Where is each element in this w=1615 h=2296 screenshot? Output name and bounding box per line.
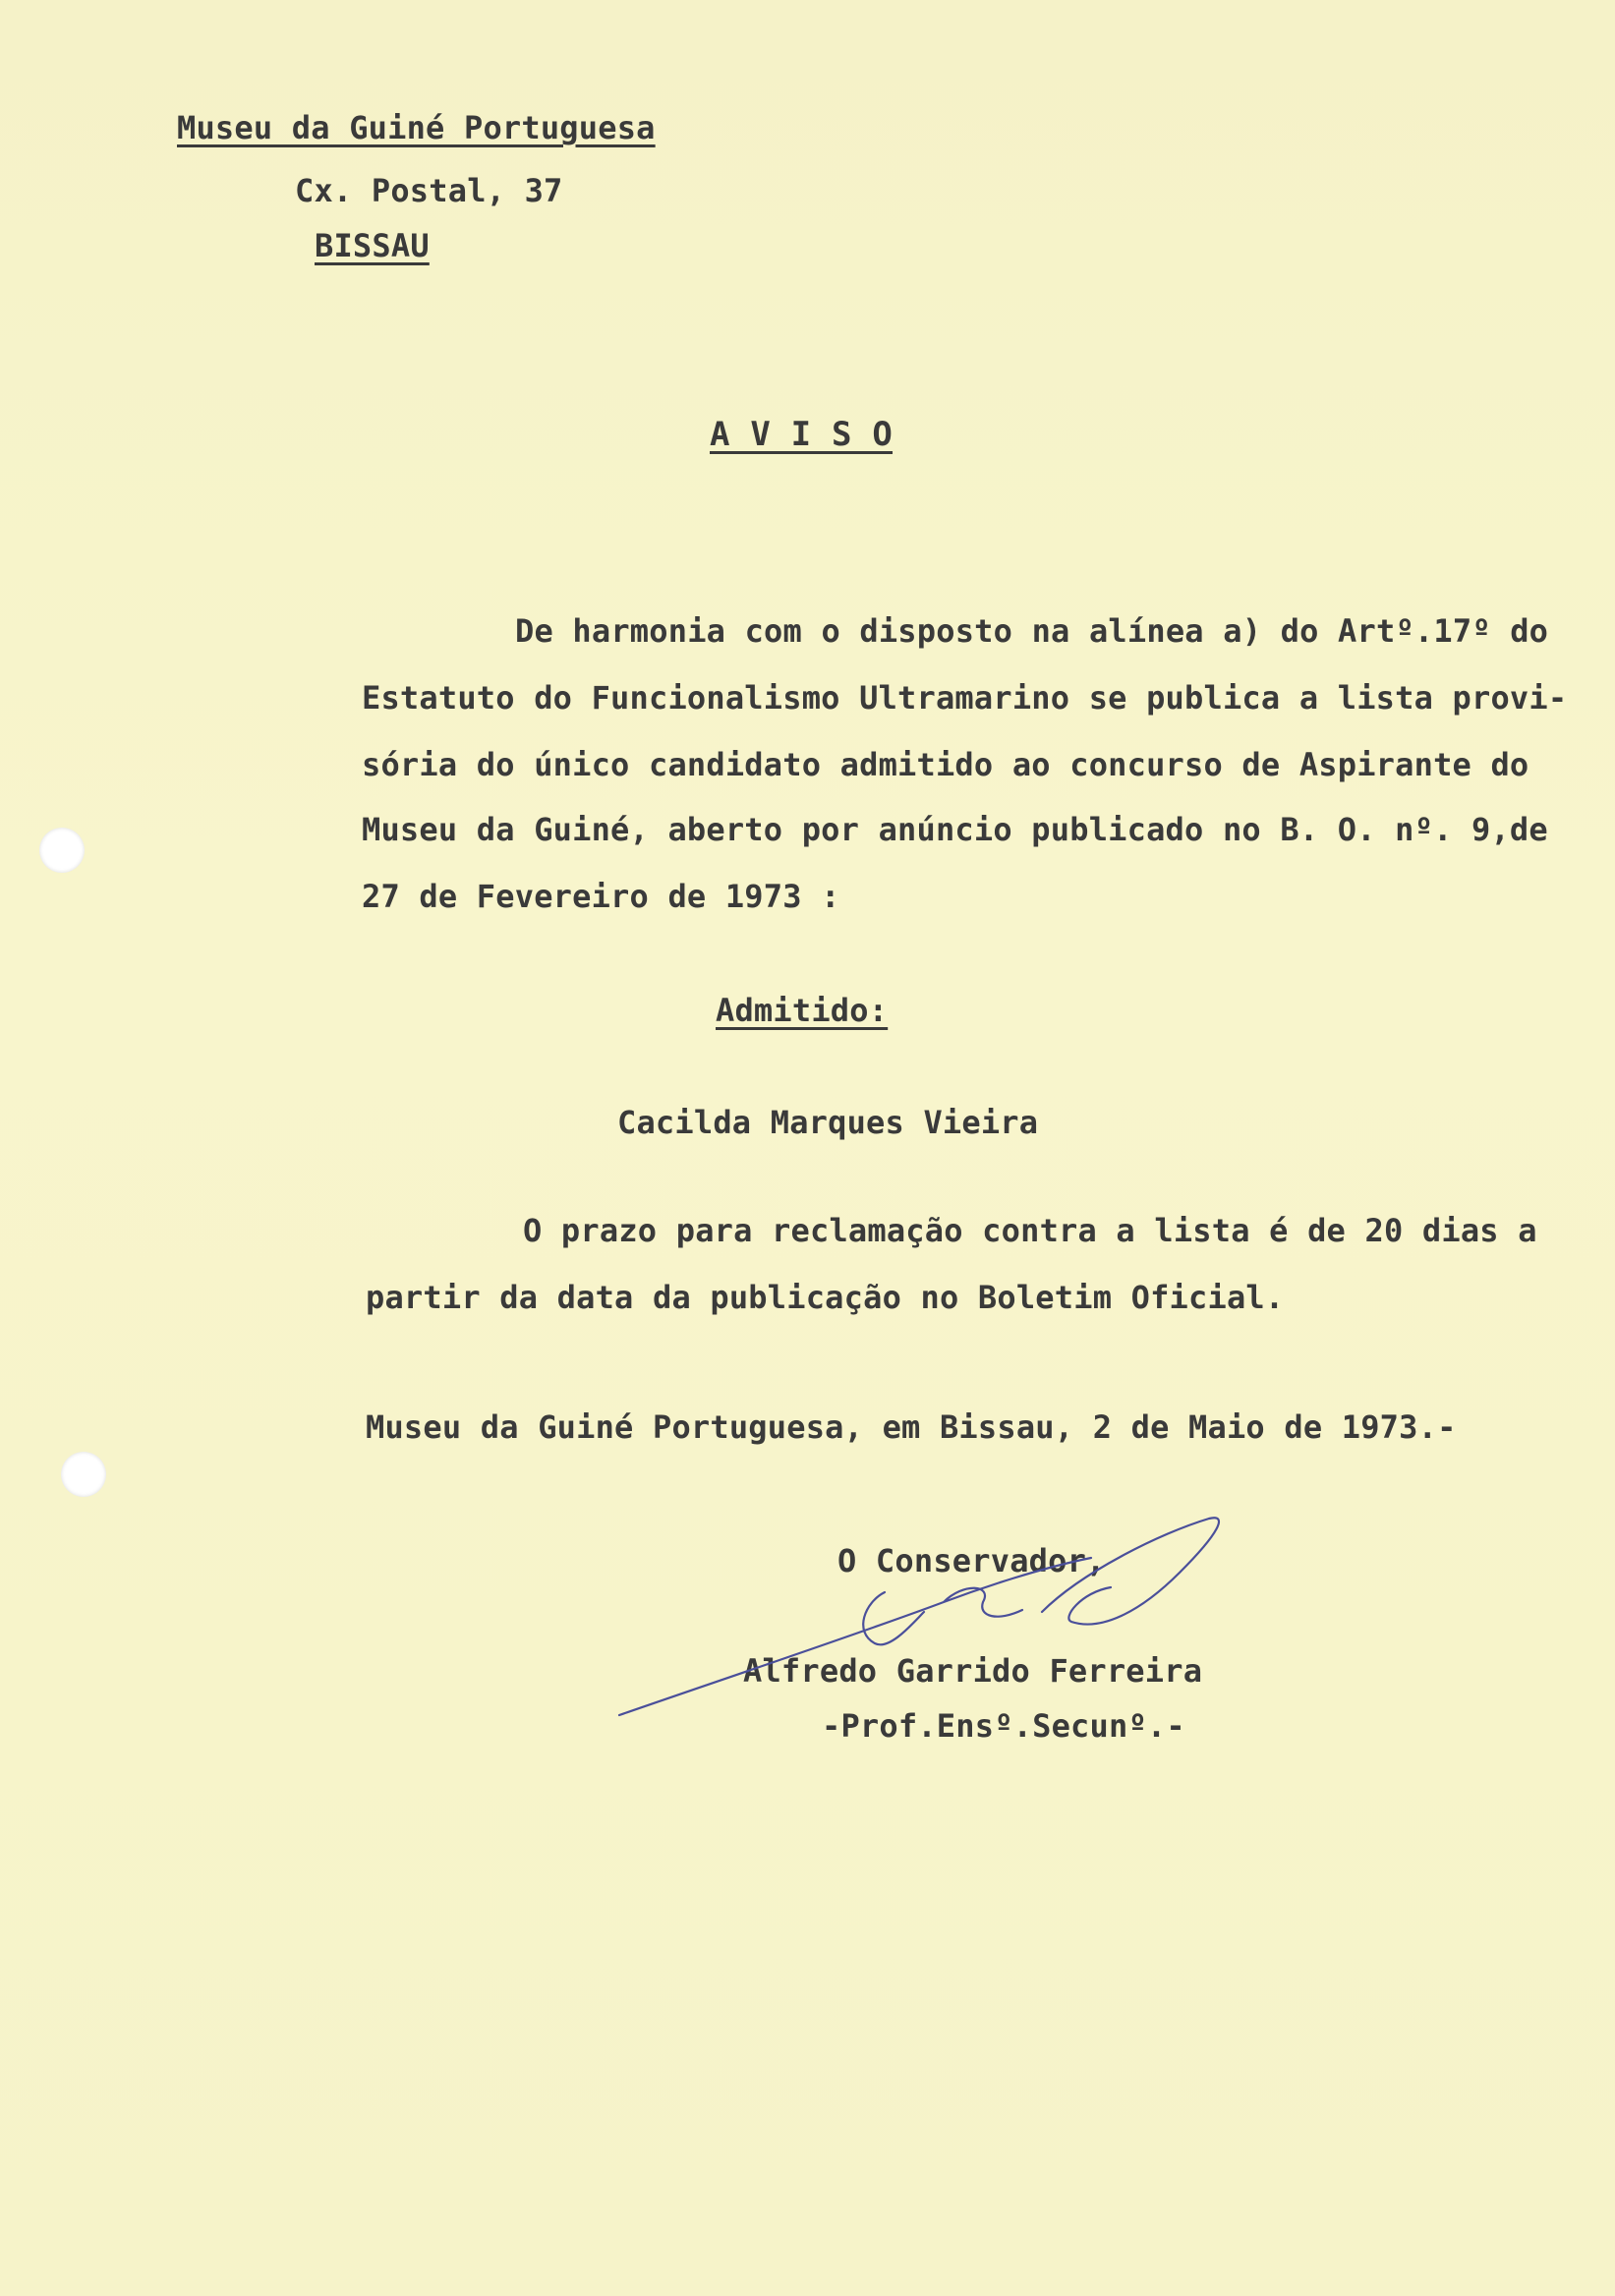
signoff-title: -Prof.Ensº.Secunº.-: [822, 1707, 1185, 1745]
date-line: Museu da Guiné Portuguesa, em Bissau, 2 de Maio de 1973.-: [366, 1408, 1457, 1446]
body-line-4: Museu da Guiné, aberto por anúncio publicado no B. O. nº. 9,de: [362, 811, 1548, 848]
body-line-3: sória do único candidato admitido ao concurso de Aspirante do: [362, 746, 1529, 783]
signoff-name: Alfredo Garrido Ferreira: [743, 1652, 1203, 1690]
institution-name: Museu da Guiné Portuguesa: [177, 109, 656, 146]
body-line-1: De harmonia com o disposto na alínea a) do Artº.17º do: [515, 612, 1549, 650]
postal-box: Cx. Postal, 37: [295, 172, 563, 209]
candidate-name: Cacilda Marques Vieira: [617, 1104, 1039, 1141]
notice-title: A V I S O: [710, 415, 894, 454]
admitted-heading: Admitido:: [716, 992, 889, 1029]
punch-hole: [61, 1452, 106, 1497]
body-line-5: 27 de Fevereiro de 1973 :: [362, 878, 840, 915]
body-line-2: Estatuto do Funcionalismo Ultramarino se publica a lista provi-: [362, 679, 1568, 717]
punch-hole: [39, 828, 85, 873]
signoff-role: O Conservador,: [837, 1542, 1106, 1579]
claim-line-2: partir da data da publicação no Boletim Oficial.: [366, 1279, 1285, 1316]
claim-line-1: O prazo para reclamação contra a lista é de 20 dias a: [523, 1212, 1537, 1249]
city: BISSAU: [315, 227, 430, 264]
